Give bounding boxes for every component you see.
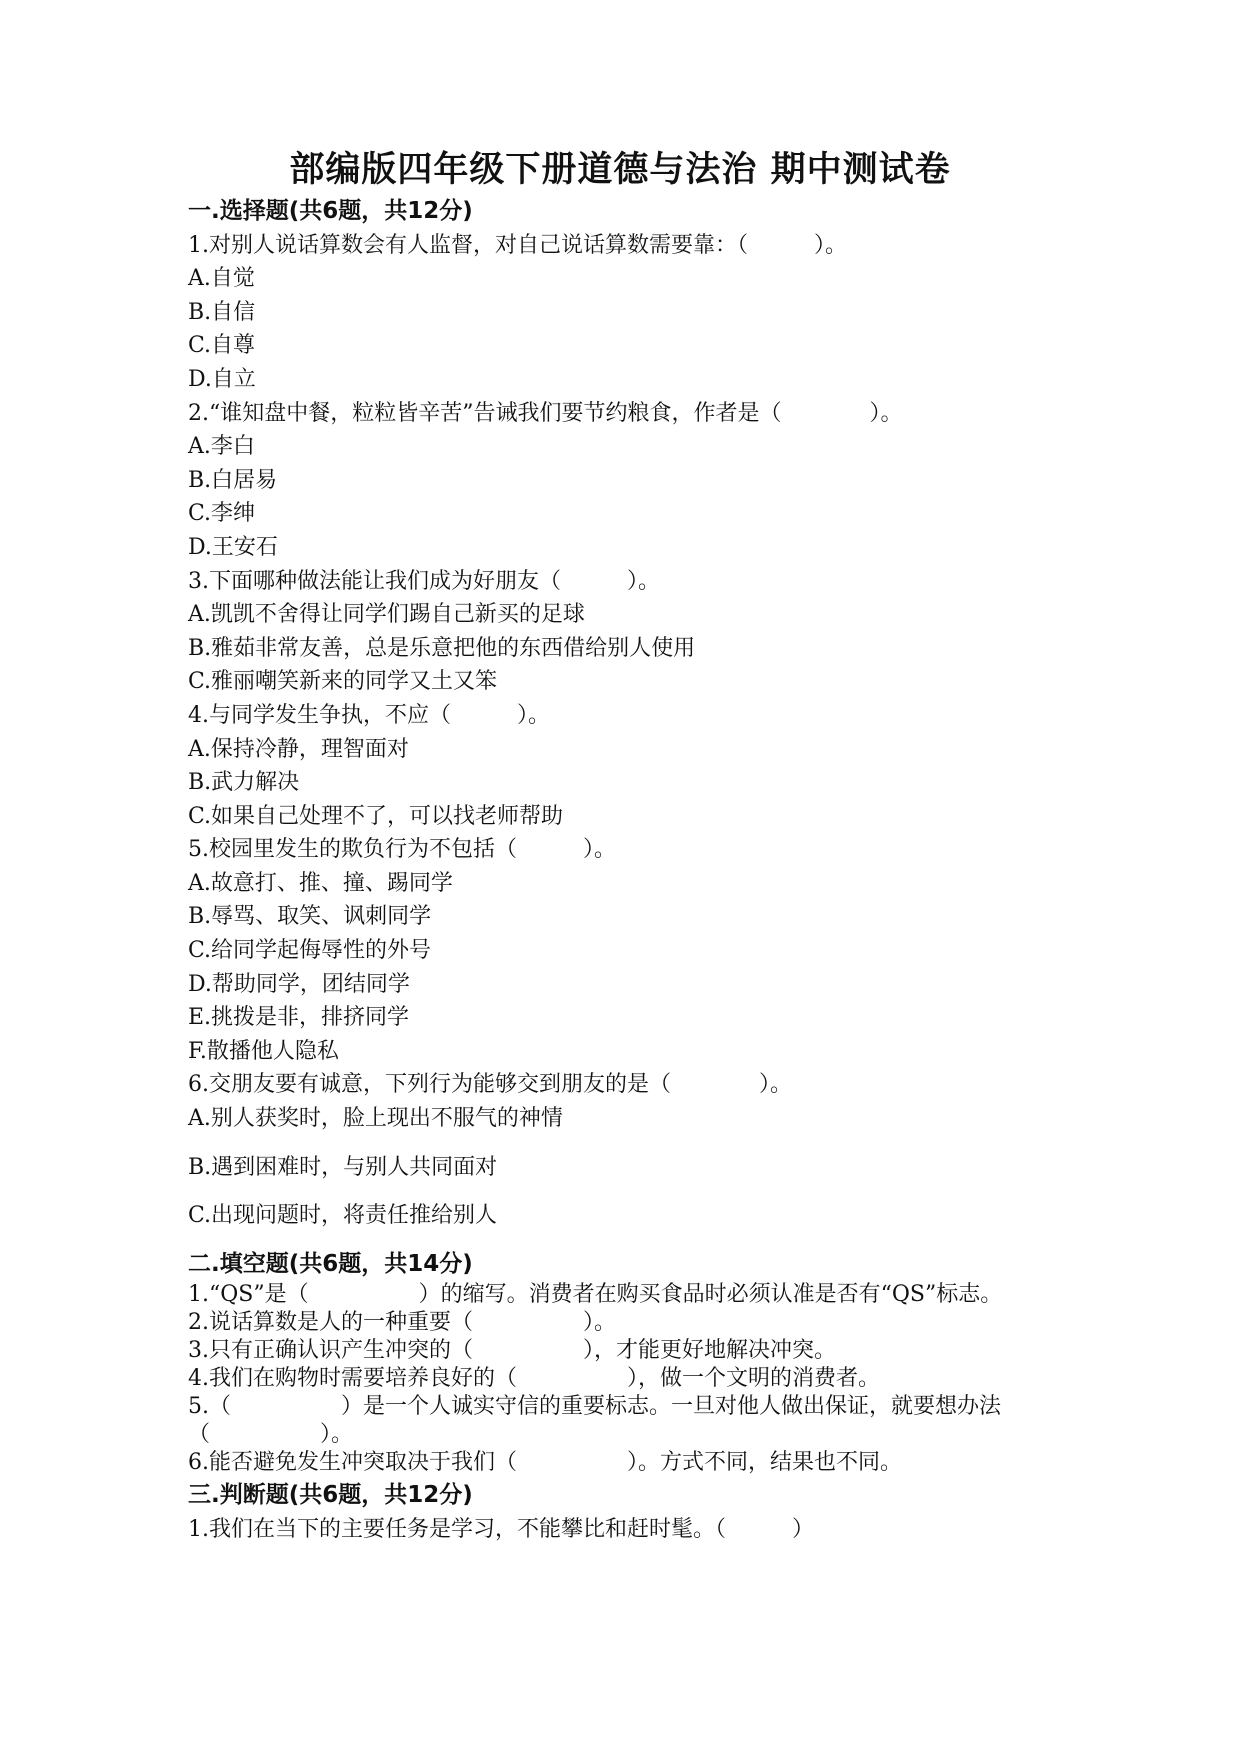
question-stem: 5.校园里发生的欺负行为不包括（ ）。 <box>188 837 616 863</box>
question-stem: 2.“谁知盘中餐，粒粒皆辛苦”告诫我们要节约粮食，作者是（ ）。 <box>188 400 903 426</box>
option-a: A.别人获奖时，脸上现出不服气的神情 <box>188 1106 563 1132</box>
option-f: F.散播他人隐私 <box>188 1038 339 1064</box>
section-heading: 一.选择题(共6题，共12分) <box>188 198 473 224</box>
fill-item-3: 3.只有正确认识产生冲突的（ ），才能更好地解决冲突。 <box>188 1338 836 1364</box>
page-title: 部编版四年级下册道德与法治 期中测试卷 <box>289 150 951 190</box>
option-b: B.自信 <box>188 299 256 325</box>
option-c: C.如果自己处理不了，可以找老师帮助 <box>188 803 564 829</box>
option-b: B.辱骂、取笑、讽刺同学 <box>188 904 432 930</box>
option-d: D.自立 <box>188 366 256 392</box>
section-fill-in-blank <box>188 1248 1068 1478</box>
option-a: A.故意打、推、撞、踢同学 <box>188 870 453 896</box>
option-a: A.自觉 <box>188 266 255 292</box>
option-b: B.遇到困难时，与别人共同面对 <box>188 1154 498 1180</box>
option-d: D.王安石 <box>188 534 278 560</box>
fill-item-4: 4.我们在购物时需要培养良好的（ ），做一个文明的消费者。 <box>188 1366 880 1392</box>
option-c: C.自尊 <box>188 333 256 359</box>
option-c: C.李绅 <box>188 501 256 527</box>
option-a: A.保持冷静，理智面对 <box>188 736 409 762</box>
question-3 <box>188 565 1068 699</box>
option-c: C.出现问题时，将责任推给别人 <box>188 1203 498 1229</box>
option-b: B.白居易 <box>188 467 278 493</box>
question-5 <box>188 833 1068 1068</box>
question-1 <box>188 229 1068 397</box>
option-a: A.凯凯不舍得让同学们踢自己新买的足球 <box>188 602 585 628</box>
option-c: C.雅丽嘲笑新来的同学又土又笨 <box>188 669 498 695</box>
question-2 <box>188 397 1068 565</box>
section-heading: 二.填空题(共6题，共14分) <box>188 1250 473 1277</box>
question-stem: 6.交朋友要有诚意，下列行为能够交到朋友的是（ ）。 <box>188 1072 792 1098</box>
fill-in-list <box>188 1281 1068 1477</box>
question-4 <box>188 699 1068 833</box>
option-b: B.雅茹非常友善，总是乐意把他的东西借给别人使用 <box>188 635 696 661</box>
option-a: A.李白 <box>188 434 255 460</box>
option-e: E.挑拨是非，排挤同学 <box>188 1005 410 1031</box>
section-heading: 三.判断题(共6题，共12分) <box>188 1482 473 1509</box>
option-b: B.武力解决 <box>188 770 300 796</box>
question-6 <box>188 1068 1068 1232</box>
option-d: D.帮助同学，团结同学 <box>188 971 410 997</box>
judge-item-1: 1.我们在当下的主要任务是学习，不能攀比和赶时髦。（ ） <box>188 1517 814 1542</box>
fill-item-2: 2.说话算数是人的一种重要（ ）。 <box>188 1310 616 1336</box>
fill-item-6: 6.能否避免发生冲突取决于我们（ ）。方式不同，结果也不同。 <box>188 1450 902 1476</box>
section-multiple-choice <box>188 195 1068 1233</box>
question-stem: 1.对别人说话算数会有人监督，对自己说话算数需要靠：（ ）。 <box>188 232 847 258</box>
exam-content <box>188 195 1068 1547</box>
question-stem: 3.下面哪种做法能让我们成为好朋友（ ）。 <box>188 568 660 594</box>
section-true-false <box>188 1479 1068 1546</box>
fill-item-1: 1.“QS”是（ ）的缩写。消费者在购买食品时必须认准是否有“QS”标志。 <box>188 1282 1003 1308</box>
option-c: C.给同学起侮辱性的外号 <box>188 938 432 964</box>
fill-item-5: 5.（ ）是一个人诚实守信的重要标志。一旦对他人做出保证，就要想办法（ ）。 <box>188 1394 1001 1448</box>
question-stem: 4.与同学发生争执，不应（ ）。 <box>188 702 550 728</box>
